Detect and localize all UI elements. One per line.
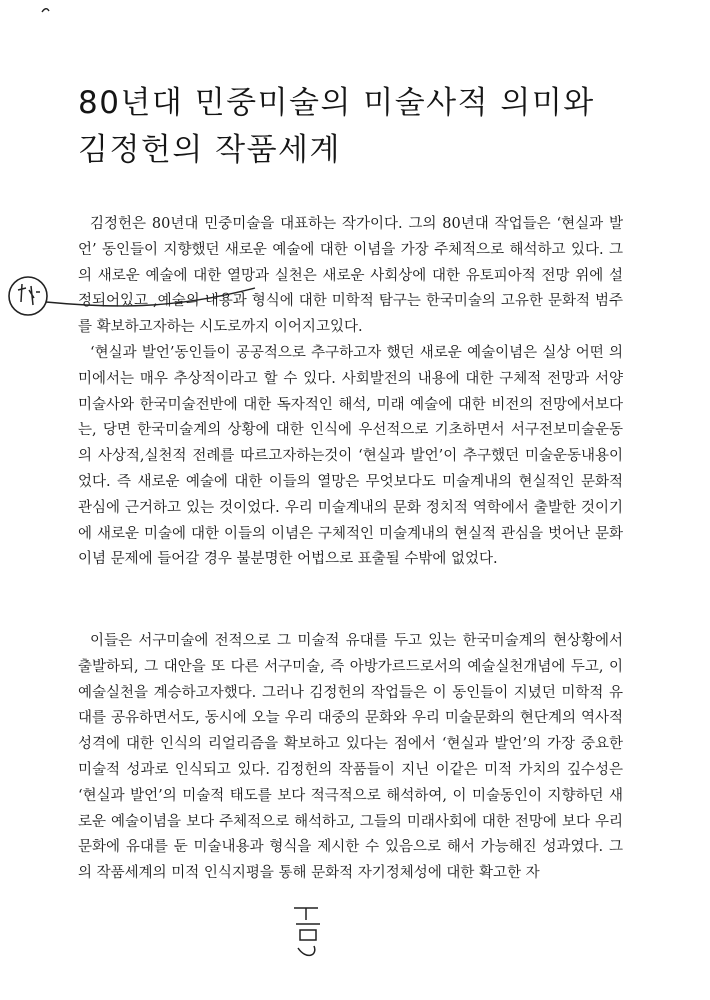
title-line-1: 80년대 민중미술의 미술사적 의미와 xyxy=(78,85,595,121)
document-title xyxy=(78,80,678,174)
pen-mark-corner xyxy=(40,4,52,16)
paragraph-1: 김정헌은 80년대 민중미술을 대표하는 작가이다. 그의 80년대 작업들은 ‘현실과 발언’ 동인들이 지향했던 새로운 예술에 대한 이념을 가장 주체적으로 해석하고 있다. 그의 새로운 예술에 대한 열망과 실천은 새로운 사회상에 대한 유토피아적 전망 위에 설정되어있고 ,예술의 내용과 형식에 대한 미학적 탐구는 한국미술의 고유한 문화적 범주를 확보하고자하는 시도로까지 이어지고있다. xyxy=(78,216,623,336)
paragraph-2: ‘현실과 발언’동인들이 공공적으로 추구하고자 했던 새로운 예술이념은 실상 어떤 의미에서는 매우 추상적이라고 할 수 있다. 사회발전의 내용에 대한 구체적 전망과 서양미술사와 한국미술전반에 대한 독자적인 해석, 미래 예술에 대한 비전의 전망에서보다는, 당면 한국미술계의 상황에 대한 인식에 우선적으로 기초하면서 서구전보미술운동의 사상적,실천적 전례를 따르고자하는것이 ‘현실과 발언’이 추구했던 미술운동내용이었다. 즉 새로운 예술에 대한 이들의 열망은 무엇보다도 미술계내의 현실적인 문화적 관심에 근거하고 있는 것이었다. 우리 미술계내의 문화 정치적 역학에서 출발한 것이기에 새로운 미술에 대한 이들의 이념은 구체적인 미술계내의 현실적 관심을 벗어난 문화이념 문제에 들어갈 경우 불분명한 어법으로 표출될 수밖에 없었다. xyxy=(78,344,623,568)
handwritten-annotation-margin xyxy=(0,268,290,328)
body-section-1 xyxy=(78,212,623,573)
paragraph-3: 이들은 서구미술에 전적으로 그 미술적 유대를 두고 있는 한국미술계의 현상황에서 출발하되, 그 대안을 또 다른 서구미술, 즉 아방가르드로서의 예술실천개념에 두고, 이 예술실천을 계승하고자했다. 그러나 김정헌의 작업들은 이 동인들이 지녔던 미학적 유대를 공유하면서도, 동시에 오늘 우리 대중의 문화와 우리 미술문화의 현단계의 역사적 성격에 대한 인식의 리얼리즘을 확보하고 있다는 점에서 ‘현실과 발언’의 가장 중요한 미술적 성과로 인식되고 있다. 김정헌의 작품들이 지닌 이같은 미적 가치의 깊수성은 ‘현실과 발언’의 미술적 태도를 보다 적극적으로 해석하여, 이 미술동인이 지향하던 새로운 예술이념을 보다 주체적으로 해석하고, 그들의 미래사회에 대한 전망에 보다 우리문화에 유대를 둔 미술내용과 형식을 제시한 수 있음으로 해서 가능해진 성과였다. 그의 작품세계의 미적 인식지평을 통해 문화적 자기정체성에 대한 확고한 자 xyxy=(78,633,623,882)
body-section-2 xyxy=(78,629,623,887)
title-line-2: 김정헌의 작품세계 xyxy=(78,132,341,168)
handwritten-correction-bottom xyxy=(288,900,328,962)
